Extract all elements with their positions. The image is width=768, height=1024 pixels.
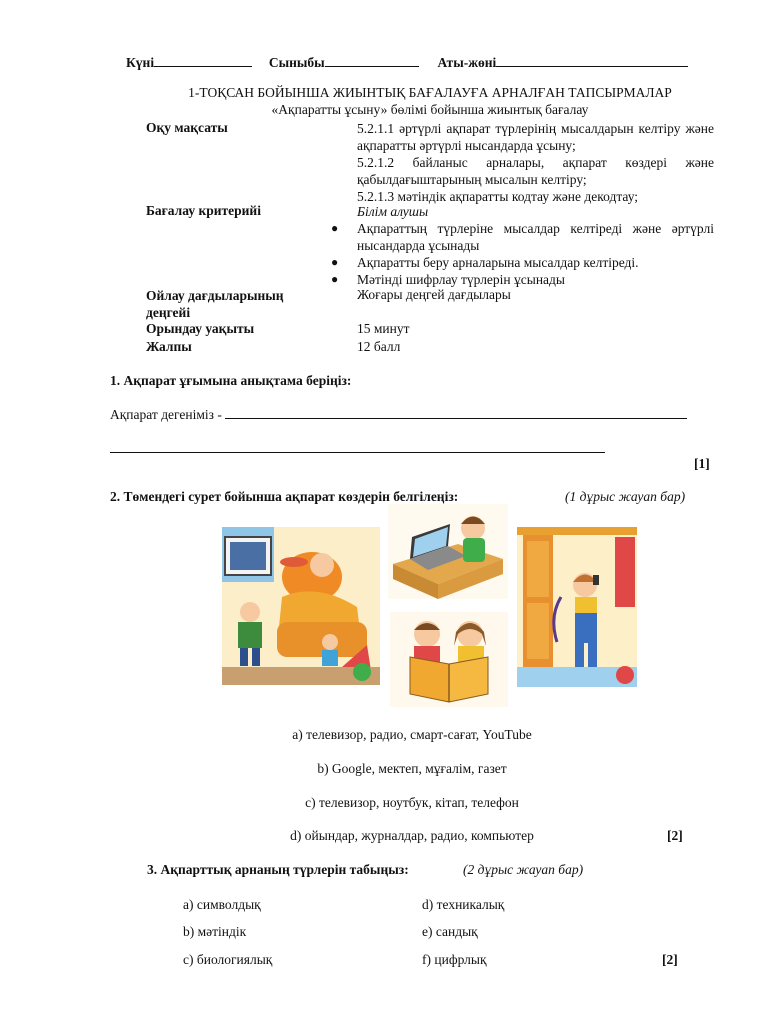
bullet-icon: ● bbox=[331, 255, 339, 269]
page-subtitle: «Ақпаратты ұсыну» бөлімі бойынша жиынтық бағалау bbox=[271, 102, 589, 117]
day-label: Күні bbox=[126, 55, 155, 70]
q2-score: [2] bbox=[667, 828, 683, 843]
q1-answer-line-2[interactable] bbox=[110, 452, 605, 453]
criteria-intro: Білім алушы bbox=[357, 204, 429, 219]
family-tv-illustration bbox=[222, 527, 380, 685]
goals-block bbox=[357, 120, 714, 205]
page-title: 1-ТОҚСАН БОЙЫНША ЖИЫНТЫҚ БАҒАЛАУҒА АРНАЛҒАН ТАПСЫРМАЛАР bbox=[188, 85, 672, 100]
q1-prompt-line bbox=[110, 405, 687, 423]
goal-2: 5.2.1.2 байланыс арналары, ақпарат көздері және қабылдағыштарының мысалын келтіру; bbox=[357, 155, 714, 187]
total-value: 12 балл bbox=[357, 339, 401, 354]
laptop-boy-illustration bbox=[388, 504, 508, 609]
thinking-value: Жоғары деңгей дағдылары bbox=[357, 287, 511, 302]
time-value: 15 минут bbox=[357, 321, 410, 336]
q1-prompt: Ақпарат дегеніміз - bbox=[110, 407, 226, 422]
bullet-icon: ● bbox=[331, 221, 339, 235]
goal-3: 5.2.1.3 мәтіндік ақпаратты кодтау және декодтау; bbox=[357, 189, 639, 204]
q2-title: 2. Төмендегі сурет бойынша ақпарат көздерін белгілеңіз: bbox=[110, 489, 459, 504]
q2-option-a[interactable]: a) телевизор, радио, смарт-сағат, YouTube bbox=[292, 727, 532, 742]
q2-option-b[interactable]: b) Google, мектеп, мұғалім, газет bbox=[317, 761, 507, 776]
criteria-item: ● Ақпаратты беру арналарына мысалдар келтіреді. bbox=[331, 255, 639, 270]
q3-option-f[interactable]: f) цифрлық bbox=[422, 952, 487, 967]
q2-hint: (1 дұрыс жауап бар) bbox=[565, 489, 686, 504]
q3-option-b[interactable]: b) мәтіндік bbox=[183, 924, 247, 939]
criteria-block bbox=[331, 203, 714, 288]
class-label: Сыныбы bbox=[268, 55, 325, 70]
day-blank[interactable] bbox=[154, 53, 252, 67]
q3-hint: (2 дұрыс жауап бар) bbox=[463, 862, 584, 877]
name-label: Аты-жөні bbox=[437, 55, 497, 70]
criteria-item: ● Ақпараттың түрлеріне мысалдар келтіреді және әртүрлі нысандарда ұсынады bbox=[331, 221, 714, 253]
q3-title: 3. Ақпарттық арнаның түрлерін табыңыз: bbox=[147, 862, 409, 877]
class-blank[interactable] bbox=[325, 53, 419, 67]
book-kids-illustration bbox=[390, 612, 508, 707]
goal-1: 5.2.1.1 әртүрлі ақпарат түрлерінің мысалдарын келтіру және ақпаратты әртүрлі нысандарда ұсыну; bbox=[357, 121, 714, 153]
q3-option-d[interactable]: d) техникалық bbox=[422, 897, 505, 912]
criteria-item: ● Мәтінді шифрлау түрлерін ұсынады bbox=[331, 272, 565, 287]
q1-score: [1] bbox=[694, 456, 710, 471]
q3-option-a[interactable]: a) символдық bbox=[183, 897, 261, 912]
thinking-label: Ойлау дағдыларының деңгейі bbox=[146, 288, 284, 320]
q2-option-d[interactable]: d) ойындар, журналдар, радио, компьютер bbox=[290, 828, 534, 843]
q3-score: [2] bbox=[662, 952, 678, 967]
q1-answer-blank[interactable] bbox=[225, 405, 687, 419]
goal-label: Оқу мақсаты bbox=[146, 120, 228, 135]
bullet-icon: ● bbox=[331, 272, 339, 286]
q3-option-e[interactable]: e) сандық bbox=[422, 924, 478, 939]
total-label: Жалпы bbox=[146, 339, 192, 354]
time-label: Орындау уақыты bbox=[146, 321, 255, 336]
phone-boy-illustration bbox=[517, 527, 637, 687]
q3-option-c[interactable]: c) биологиялық bbox=[183, 952, 273, 967]
q1-title: 1. Ақпарат ұғымына анықтама беріңіз: bbox=[110, 373, 352, 388]
criteria-label: Бағалау критерийі bbox=[146, 203, 261, 218]
name-blank[interactable] bbox=[496, 53, 688, 67]
q2-option-c[interactable]: c) телевизор, ноутбук, кітап, телефон bbox=[305, 795, 519, 810]
header-line bbox=[126, 53, 688, 71]
